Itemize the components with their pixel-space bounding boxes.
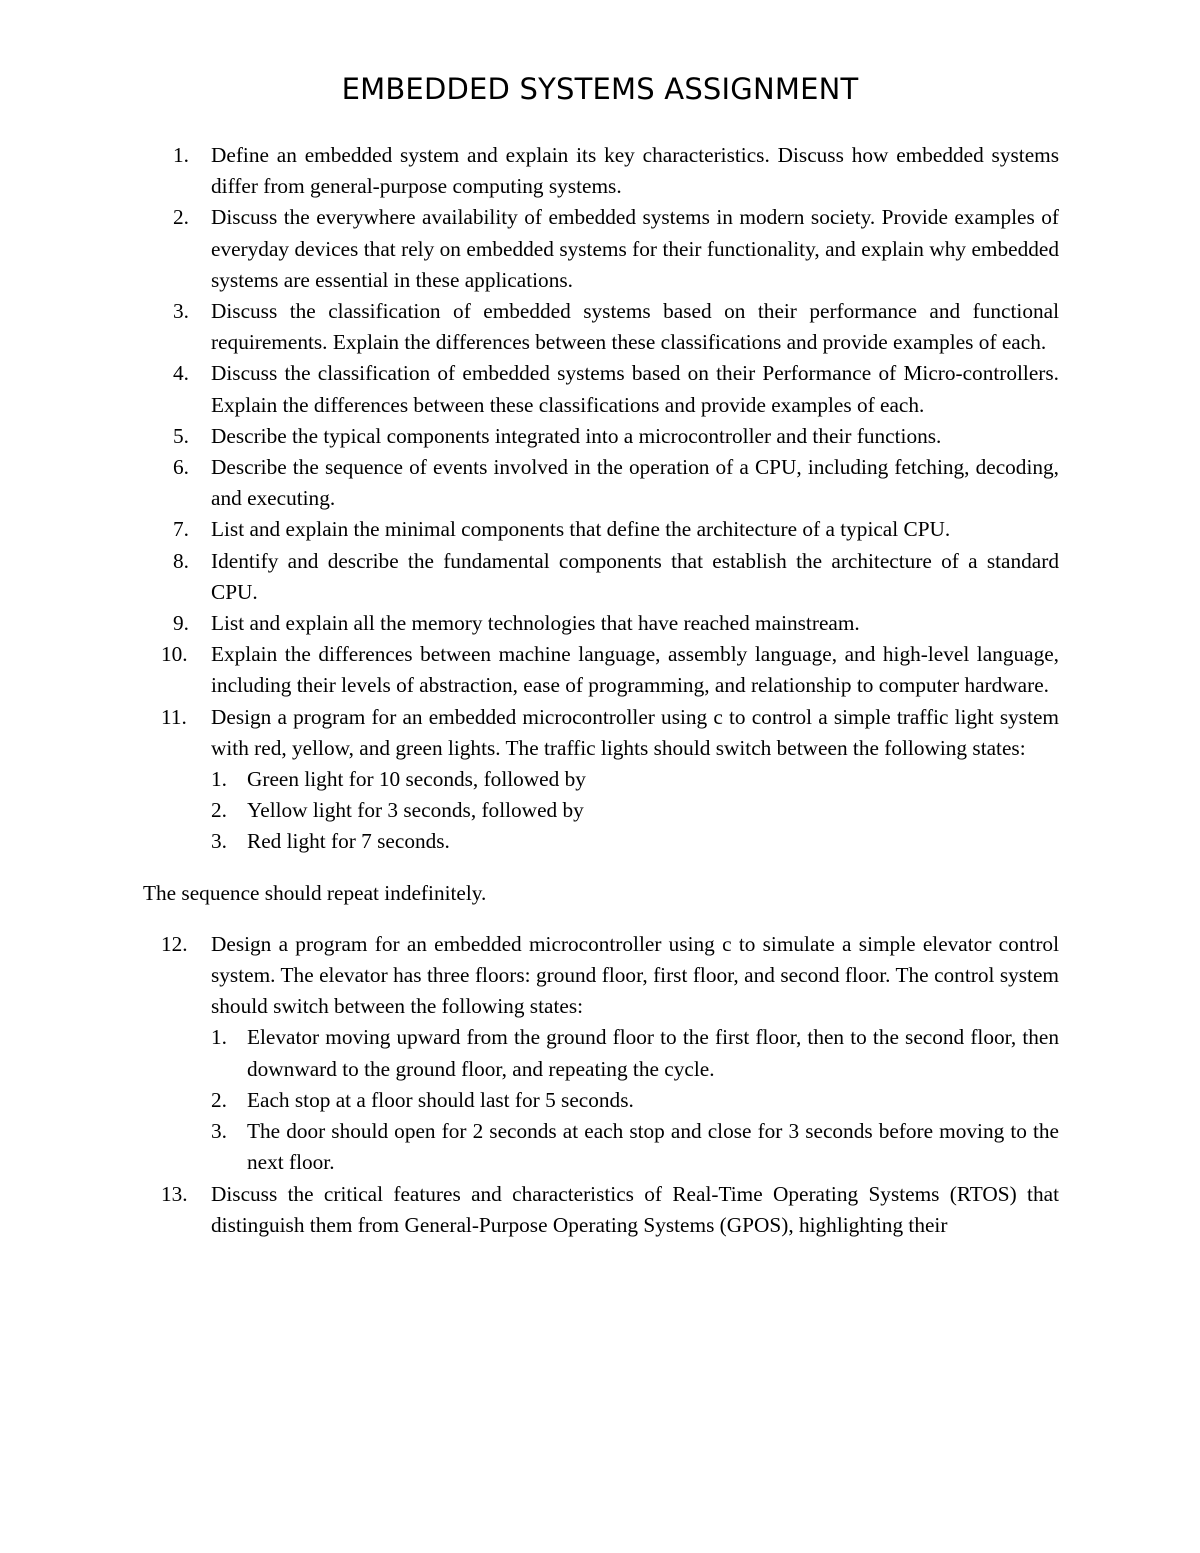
question-number: 10. [161,642,188,667]
question-text: Design a program for an embedded microcontroller using c to control a simple traffic light system with red, yellow, and green lights. The traffic lights should switch between the following states: [211,704,1059,760]
question-11 [161,702,1059,764]
q11-state-3 [211,826,1059,857]
question-number: 2. [173,205,189,230]
question-number: 11. [161,704,187,729]
q12-state-3 [211,1116,1059,1178]
q11-state-2 [211,795,1059,826]
question-6 [173,452,1059,514]
question-7 [173,514,1059,545]
question-10 [161,639,1059,701]
question-number: 8. [173,548,189,573]
question-9 [173,608,1059,639]
state-text: Elevator moving upward from the ground floor to the first floor, then to the second floor, then downward to the ground floor, and repeating the cycle. [247,1025,1059,1081]
state-text: The door should open for 2 seconds at each stop and close for 3 seconds before moving to the next floor. [247,1119,1059,1175]
state-number: 1. [211,1025,227,1050]
question-text: Explain the differences between machine language, assembly language, and high-level language, including their levels of abstraction, ease of programming, and relationship to computer hardware. [211,642,1059,698]
question-text: Design a program for an embedded microcontroller using c to simulate a simple elevator control system. The elevator has three floors: ground floor, first floor, and second floor. The control system should switch between the following states: [211,931,1059,1019]
question-number: 4. [173,361,189,386]
q12-state-1 [211,1022,1059,1084]
question-number: 7. [173,517,189,542]
question-text: Discuss the critical features and characteristics of Real-Time Operating Systems (RTOS) that distinguish them from General-Purpose Operating Systems (GPOS), highlighting their [211,1181,1059,1237]
question-5 [173,421,1059,452]
question-text: Discuss the everywhere availability of embedded systems in modern society. Provide examples of everyday devices that rely on embedded systems for their functionality, and explain why embedded systems are essential in these applications. [211,205,1059,292]
question-number: 13. [161,1181,188,1206]
state-text: Each stop at a floor should last for 5 seconds. [247,1087,634,1112]
document-title: EMBEDDED SYSTEMS ASSIGNMENT [341,72,859,106]
question-12 [161,929,1059,1023]
q12-state-2 [211,1085,1059,1116]
question-text: Describe the typical components integrated into a microcontroller and their functions. [211,423,942,448]
q11-note: The sequence should repeat indefinitely. [143,880,487,905]
question-text: List and explain all the memory technologies that have reached mainstream. [211,611,860,636]
question-text: Discuss the classification of embedded systems based on their performance and functional requirements. Explain the differences between these classifications and provide examples of each. [211,299,1059,355]
state-text: Red light for 7 seconds. [247,829,450,854]
state-text: Yellow light for 3 seconds, followed by [247,798,584,823]
q11-state-1 [211,764,1059,795]
question-number: 12. [161,931,188,956]
question-4 [173,358,1059,420]
question-text: List and explain the minimal components that define the architecture of a typical CPU. [211,517,951,542]
state-number: 1. [211,767,227,792]
state-number: 3. [211,829,227,854]
question-text: Discuss the classification of embedded systems based on their Performance of Micro-controllers. Explain the differences between these classifications and provide examples of each. [211,361,1059,417]
question-list [0,140,1200,1241]
state-text: Green light for 10 seconds, followed by [247,767,586,792]
state-number: 2. [211,798,227,823]
question-13 [161,1179,1059,1241]
question-number: 3. [173,299,189,324]
question-text: Define an embedded system and explain its key characteristics. Discuss how embedded systems differ from general-purpose computing systems. [211,143,1059,199]
state-number: 3. [211,1119,227,1144]
question-1 [173,140,1059,202]
question-number: 1. [173,143,189,167]
question-number: 9. [173,611,189,636]
question-text: Describe the sequence of events involved in the operation of a CPU, including fetching, decoding, and executing. [211,455,1059,511]
state-number: 2. [211,1087,227,1112]
question-number: 6. [173,455,189,480]
question-3 [173,296,1059,358]
question-text: Identify and describe the fundamental components that establish the architecture of a standard CPU. [211,548,1059,604]
question-number: 5. [173,423,189,448]
question-8 [173,546,1059,608]
question-2 [173,202,1059,296]
